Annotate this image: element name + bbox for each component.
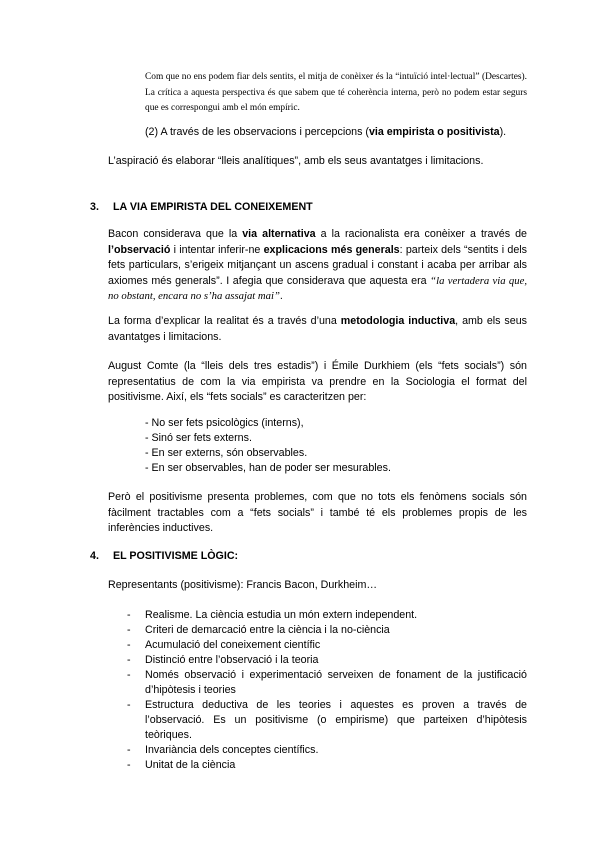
section-4-heading (90, 550, 238, 562)
list-item (127, 653, 527, 668)
dash-bullet: - (127, 759, 131, 771)
list-item (127, 608, 527, 623)
social-facts-list (145, 416, 391, 476)
list-item (127, 623, 527, 638)
bacon-text-f: . (279, 290, 283, 302)
item-2-paragraph (145, 125, 535, 141)
inductive-paragraph (108, 314, 527, 345)
dash-bullet: - (127, 699, 131, 711)
list-item (127, 638, 527, 653)
section-3-title: LA VIA EMPIRISTA DEL CONEIXEMENT (113, 201, 313, 213)
dash-bullet: - (127, 744, 131, 756)
bacon-italic-quote: “la vertadera via que, no obstant, encara no s’ha assajat mai” (108, 274, 527, 302)
list-item-text: Només observació i experimentació serveixen de fonament de la justificació d’hipòtesis i teories (145, 669, 527, 696)
list-item-text: Unitat de la ciència (145, 759, 236, 771)
bacon-bold-observacio: l’observació (108, 243, 171, 256)
representatives-paragraph: Representants (positivisme): Francis Bacon, Durkheim… (108, 579, 378, 591)
list-item (127, 758, 527, 773)
item-2-prefix: (2) A través de les observacions i percepcions ( (145, 126, 369, 138)
item-2-suffix: ). (499, 126, 507, 138)
bacon-paragraph (108, 227, 527, 305)
problems-paragraph: Però el positivisme presenta problemes, com que no tots els fenòmens socials són fàcilment tractables com a “fets socials” i també té els problemes propis de les inferències inductives. (108, 491, 527, 534)
list-item (127, 668, 527, 698)
descartes-quote (145, 70, 527, 117)
list-item: - No ser fets psicològics (interns), (145, 417, 304, 429)
section-3-heading (90, 201, 313, 213)
list-item-text: Realisme. La ciència estudia un món extern independent. (145, 609, 418, 621)
comte-durkheim-paragraph: August Comte (la “lleis dels tres estadis”) i Émile Durkhiem (els “fets socials”) són representatius de com la via empirista va prendre en la Sociologia el format del positivisme. Així, els “fets socials” es caracteritzen per: (108, 360, 527, 403)
list-item: - Sinó ser fets externs. (145, 432, 252, 444)
inductive-text-b: , amb els seus avantatges i limitacions. (108, 315, 528, 343)
list-item (127, 743, 527, 758)
section-4-title: EL POSITIVISME LÒGIC: (113, 550, 239, 562)
dash-bullet: - (127, 609, 131, 621)
dash-bullet: - (127, 654, 131, 666)
bacon-bold-via-alternativa: via alternativa (242, 228, 316, 240)
logical-positivism-list (127, 608, 527, 773)
bacon-text-a: Bacon considerava que la (108, 228, 243, 240)
list-item: - En ser observables, han de poder ser mesurables. (145, 462, 391, 474)
bacon-text-e: : parteix dels “sentits i dels fets particulars, s’erigeix mitjançant un ascens gradual i constant i acaba per arribar als axiomes més generals”. I afegia que considerava que aquesta era (108, 243, 527, 287)
list-item-text: Invariància dels conceptes científics. (145, 744, 319, 756)
list-item-text: Acumulació del coneixement científic (145, 639, 321, 651)
section-4-number: 4. (90, 550, 99, 562)
bacon-text-d: i intentar inferir-ne (170, 243, 264, 256)
item-2-bold: via empirista o positivista (368, 126, 500, 138)
quote-text: Com que no ens podem fiar dels sentits, el mitja de conèixer és la “intuïció intel·lectual” (Descartes). La crítica a aquesta perspectiva és que sabem que té coherència interna, però no podem estar segurs que es correspongui amb el món empíric. (145, 72, 527, 113)
list-item-text: Estructura deductiva de les teories i aquestes es proven a través de l’observació. Es un positivisme (o empirisme) que parteixen d’hipòtesis teòriques. (145, 699, 527, 741)
dash-bullet: - (127, 669, 131, 681)
list-item (127, 698, 527, 743)
list-item-text: Criteri de demarcació entre la ciència i la no-ciència (145, 624, 390, 636)
list-item: - En ser externs, són observables. (145, 447, 308, 459)
list-item-text: Distinció entre l’observació i la teoria (145, 654, 319, 666)
bacon-bold-explicacions: explicacions més generals (263, 243, 400, 256)
dash-bullet: - (127, 639, 131, 651)
section-3-number: 3. (90, 201, 99, 213)
bacon-text-c: a la racionalista era conèixer a través de (315, 228, 527, 240)
dash-bullet: - (127, 624, 131, 636)
inductive-bold: metodologia inductiva (340, 315, 456, 327)
inductive-text-a: La forma d’explicar la realitat és a través d’una (108, 315, 341, 327)
aspiration-paragraph: L’aspiració és elaborar “lleis analítiques”, amb els seus avantatges i limitacions. (108, 155, 484, 167)
